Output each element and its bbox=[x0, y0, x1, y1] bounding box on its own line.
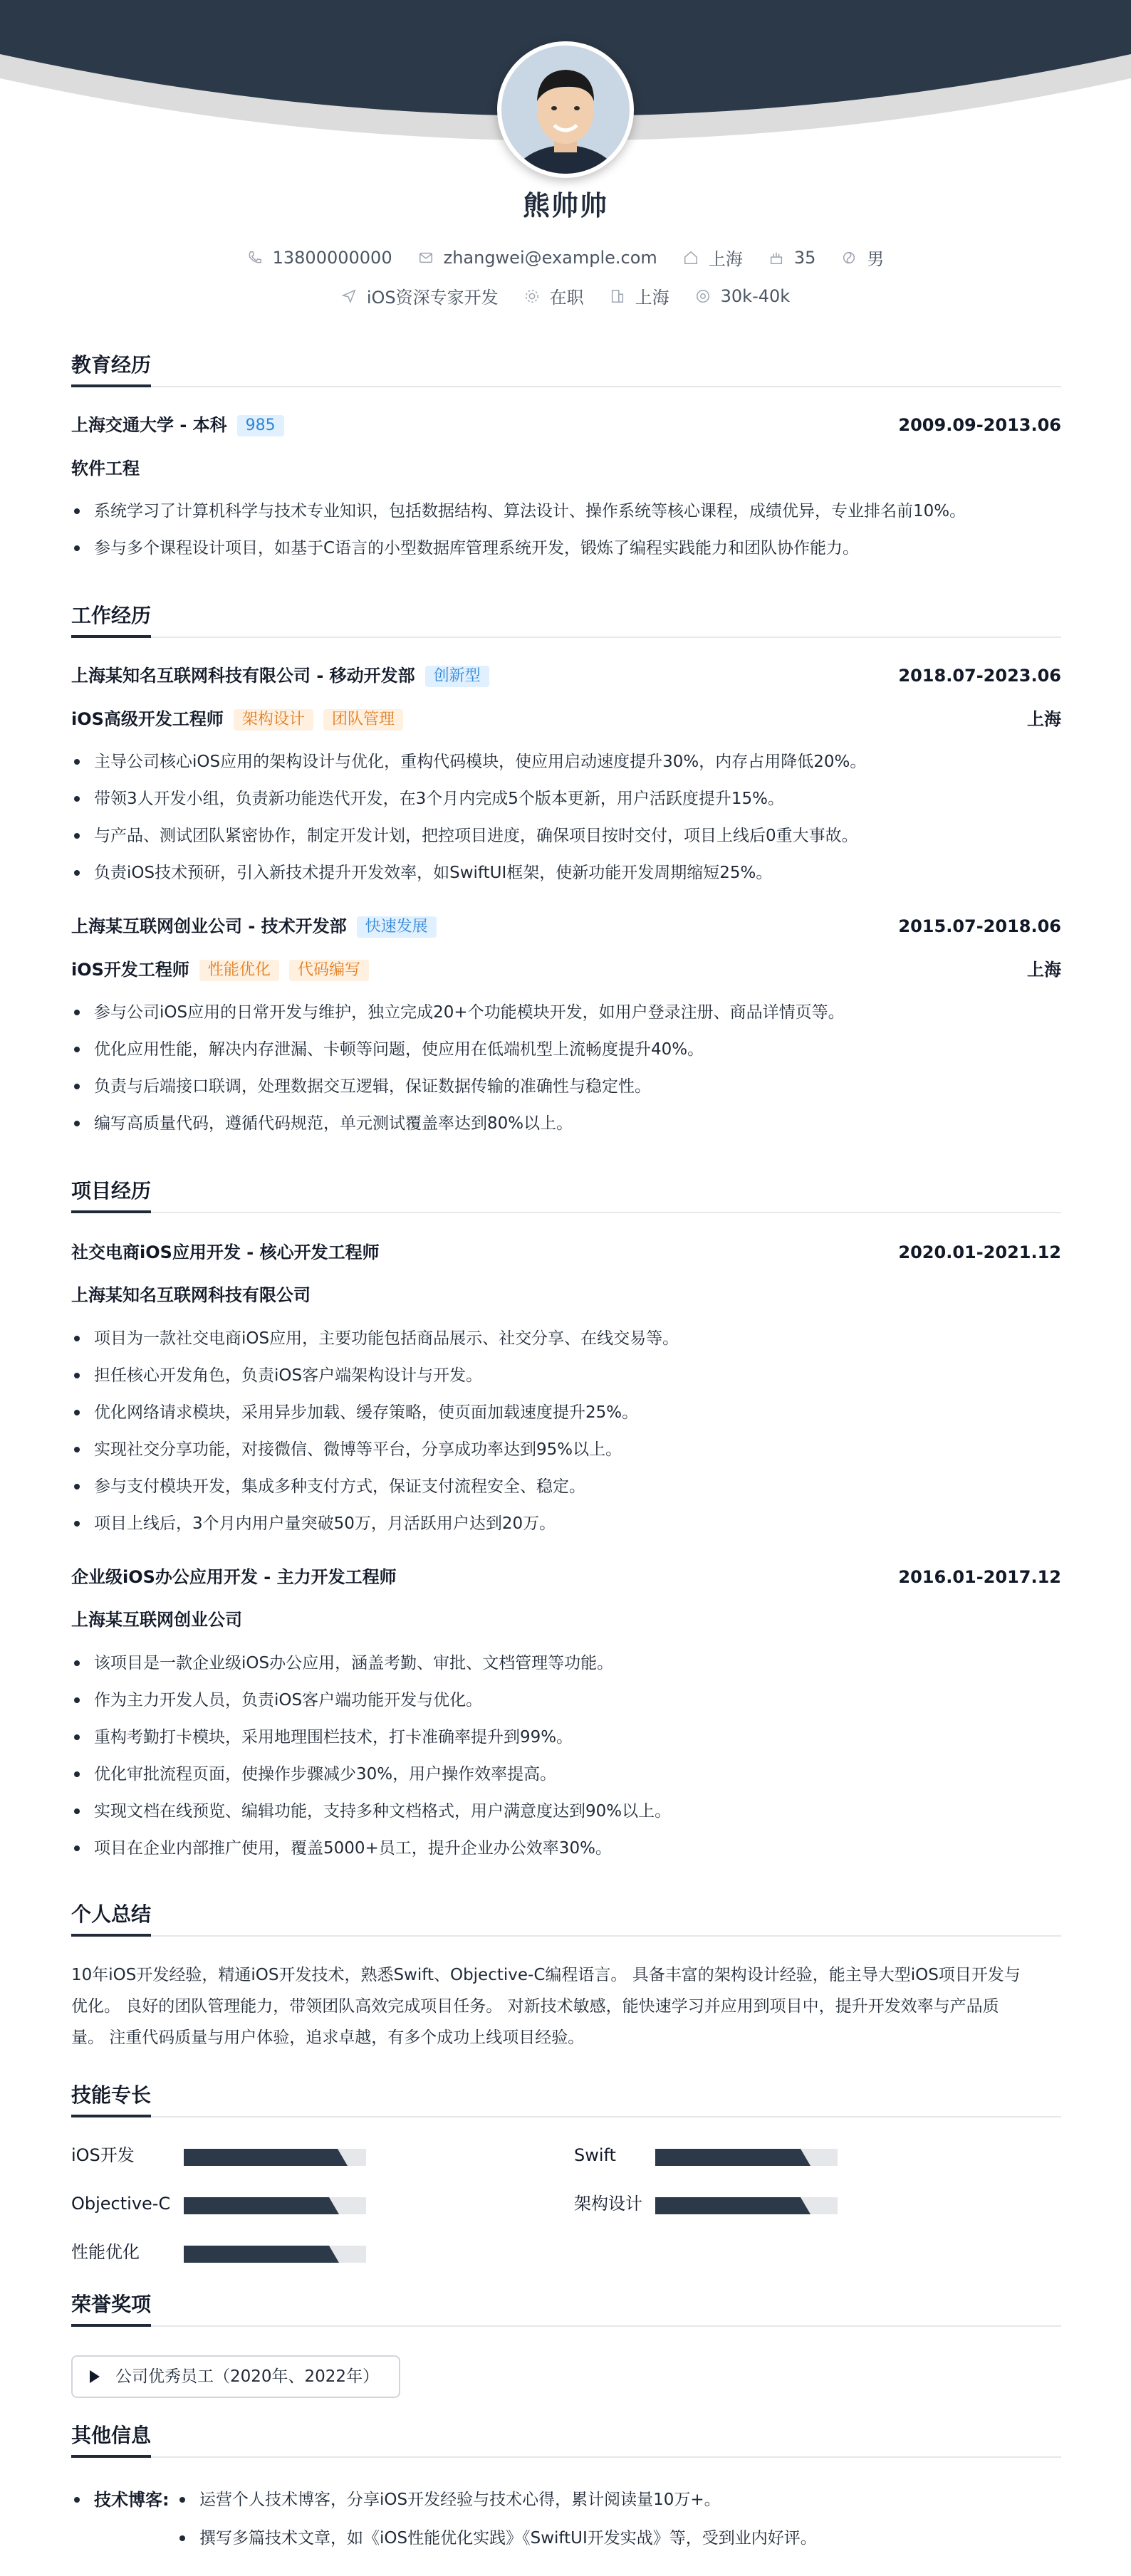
skill-name: 性能优化 bbox=[71, 2242, 140, 2262]
list-item: 运营个人技术博客，分享iOS开发经验与技术心得，累计阅读量10万+。 bbox=[177, 2488, 1031, 2512]
list-item: 项目在企业内部推广使用，覆盖5000+员工，提升企业办公效率30%。 bbox=[71, 1837, 1061, 1860]
section-title: 其他信息 bbox=[71, 2424, 151, 2458]
section-education bbox=[71, 353, 1061, 387]
list-item: 与产品、测试团队紧密协作，制定开发计划，把控项目进度，确保项目按时交付，项目上线后0重大事故。 bbox=[71, 824, 1061, 847]
project-company: 上海某互联网创业公司 bbox=[71, 1610, 242, 1630]
project-period: 2016.01-2017.12 bbox=[898, 1567, 1061, 1587]
section-title: 项目经历 bbox=[71, 1179, 151, 1213]
list-item: 实现文档在线预览、编辑功能，支持多种文档格式，用户满意度达到90%以上。 bbox=[71, 1800, 1061, 1823]
list-item: 担任核心开发角色，负责iOS客户端架构设计与开发。 bbox=[71, 1364, 1061, 1387]
skill-item bbox=[71, 2240, 499, 2264]
list-item: 撰写多篇技术文章，如《iOS性能优化实践》《SwiftUI开发实战》等，受到业内好评。 bbox=[177, 2526, 1031, 2550]
section-summary bbox=[71, 1902, 1061, 1937]
skill-name: Objective-C bbox=[71, 2194, 171, 2214]
list-item: 重构考勤打卡模块，采用地理围栏技术，打卡准确率提升到99%。 bbox=[71, 1726, 1061, 1749]
position-text: iOS资深专家开发 bbox=[366, 288, 499, 308]
status-text: 在职 bbox=[549, 288, 584, 308]
summary-text bbox=[71, 1959, 1061, 2053]
skill-bar-fill bbox=[184, 2197, 329, 2214]
edu-header bbox=[71, 413, 1061, 437]
city-text: 上海 bbox=[708, 249, 743, 269]
role-tag: 性能优化 bbox=[199, 960, 279, 981]
project-period: 2020.01-2021.12 bbox=[898, 1242, 1061, 1262]
section-title: 个人总结 bbox=[71, 1902, 151, 1937]
list-item: 优化审批流程页面，使操作步骤减少30%，用户操作效率提高。 bbox=[71, 1763, 1061, 1786]
skill-name: Swift bbox=[574, 2145, 616, 2165]
role-tag: 架构设计 bbox=[234, 709, 313, 731]
skill-bar bbox=[655, 2149, 838, 2166]
list-item: 项目为一款社交电商iOS应用，主要功能包括商品展示、社交分享、在线交易等。 bbox=[71, 1327, 1061, 1350]
project-header bbox=[71, 1240, 1061, 1265]
job-header bbox=[71, 914, 1061, 938]
list-item: 实现社交分享功能，对接微信、微博等平台，分享成功率达到95%以上。 bbox=[71, 1438, 1061, 1461]
skill-name: iOS开发 bbox=[71, 2145, 135, 2165]
role-tag: 代码编写 bbox=[289, 960, 369, 981]
list-item: 负责iOS技术预研，引入新技术提升开发效率，如SwiftUI框架，使新功能开发周期缩短25%。 bbox=[71, 862, 1061, 884]
award-item[interactable]: 公司优秀员工（2020年、2022年） bbox=[71, 2355, 400, 2398]
skill-bar bbox=[184, 2246, 366, 2263]
project-company: 上海某知名互联网科技有限公司 bbox=[71, 1285, 311, 1305]
summary-line: 量。 注重代码质量与用户体验，追求卓越，有多个成功上线项目经验。 bbox=[71, 2028, 585, 2047]
project-name: 企业级iOS办公应用开发 - 主力开发工程师 bbox=[71, 1567, 397, 1587]
list-item: 编写高质量代码，遵循代码规范，单元测试覆盖率达到80%以上。 bbox=[71, 1112, 1061, 1135]
section-title: 教育经历 bbox=[71, 353, 151, 387]
resume-body bbox=[71, 0, 1061, 2576]
skill-item bbox=[71, 2143, 499, 2167]
section-title: 技能专长 bbox=[71, 2083, 151, 2117]
job-company: 上海某知名互联网科技有限公司 - 移动开发部 bbox=[71, 666, 415, 686]
skill-bar-fill bbox=[655, 2149, 801, 2166]
work-city-text: 上海 bbox=[635, 288, 669, 308]
age-text: 35 bbox=[793, 247, 816, 268]
company-tag: 创新型 bbox=[425, 666, 489, 687]
salary-text: 30k-40k bbox=[720, 286, 791, 306]
section-honors bbox=[71, 2293, 1061, 2327]
skill-name: 架构设计 bbox=[574, 2194, 642, 2214]
skill-bar-edge bbox=[329, 2246, 339, 2263]
company-tag: 快速发展 bbox=[357, 916, 437, 938]
skill-bar-edge bbox=[801, 2197, 811, 2214]
list-item: 主导公司核心iOS应用的架构设计与优化，重构代码模块，使应用启动速度提升30%，内存占用降低20%。 bbox=[71, 750, 1061, 773]
role-tag: 团队管理 bbox=[323, 709, 403, 731]
list-item: 该项目是一款企业级iOS办公应用，涵盖考勤、审批、文档管理等功能。 bbox=[71, 1652, 1061, 1675]
skill-item bbox=[71, 2192, 499, 2216]
section-projects bbox=[71, 1179, 1061, 1213]
section-title: 荣誉奖项 bbox=[71, 2293, 151, 2327]
job-role-row bbox=[71, 707, 1061, 731]
email-text: zhangwei@example.com bbox=[443, 247, 657, 268]
skill-bar-fill bbox=[184, 2246, 329, 2263]
section-skills bbox=[71, 2083, 1061, 2117]
skill-bar bbox=[184, 2149, 366, 2166]
job-role: iOS高级开发工程师 bbox=[71, 709, 224, 729]
job-role: iOS开发工程师 bbox=[71, 960, 189, 980]
blog-label: 技术博客: bbox=[71, 2488, 170, 2512]
candidate-name: 熊帅帅 bbox=[522, 190, 608, 221]
phone-text: 13800000000 bbox=[272, 247, 392, 268]
job-period: 2015.07-2018.06 bbox=[898, 916, 1061, 936]
edu-school: 上海交通大学 - 本科 bbox=[71, 415, 227, 435]
list-item: 负责与后端接口联调，处理数据交互逻辑，保证数据传输的准确性与稳定性。 bbox=[71, 1075, 1061, 1098]
edu-period: 2009.09-2013.06 bbox=[898, 415, 1061, 435]
skill-bar-edge bbox=[338, 2149, 348, 2166]
section-title: 工作经历 bbox=[71, 604, 151, 638]
job-city: 上海 bbox=[1027, 709, 1061, 729]
edu-major: 软件工程 bbox=[71, 459, 140, 478]
skill-bar-edge bbox=[329, 2197, 339, 2214]
skill-item bbox=[574, 2192, 1001, 2216]
section-work bbox=[71, 604, 1061, 638]
list-item: 参与公司iOS应用的日常开发与维护，独立完成20+个功能模块开发，如用户登录注册、商品详情页等。 bbox=[71, 1001, 1061, 1024]
job-period: 2018.07-2023.06 bbox=[898, 666, 1061, 686]
skill-bar-edge bbox=[801, 2149, 811, 2166]
skill-bar bbox=[184, 2197, 366, 2214]
list-item: 优化网络请求模块，采用异步加载、缓存策略，使页面加载速度提升25%。 bbox=[71, 1401, 1061, 1424]
skill-bar-fill bbox=[655, 2197, 801, 2214]
summary-line: 优化。 良好的团队管理能力，带领团队高效完成项目任务。 对新技术敏感，能快速学习并应用到项目中，提升开发效率与产品质 bbox=[71, 1997, 999, 2016]
project-name: 社交电商iOS应用开发 - 核心开发工程师 bbox=[71, 1242, 380, 1262]
skill-bar bbox=[655, 2197, 838, 2214]
edu-tag: 985 bbox=[237, 415, 284, 436]
skill-bar-fill bbox=[184, 2149, 338, 2166]
list-item: 带领3人开发小组，负责新功能迭代开发，在3个月内完成5个版本更新，用户活跃度提升15%。 bbox=[71, 787, 1061, 810]
list-item: 参与多个课程设计项目，如基于C语言的小型数据库管理系统开发，锻炼了编程实践能力和团队协作能力。 bbox=[71, 537, 1061, 560]
section-other bbox=[71, 2424, 1061, 2458]
list-item: 项目上线后，3个月内用户量突破50万，月活跃用户达到20万。 bbox=[71, 1512, 1061, 1535]
list-item: 系统学习了计算机科学与技术专业知识，包括数据结构、算法设计、操作系统等核心课程，成绩优异，专业排名前10%。 bbox=[71, 500, 1061, 523]
list-item: 优化应用性能，解决内存泄漏、卡顿等问题，使应用在低端机型上流畅度提升40%。 bbox=[71, 1038, 1061, 1061]
job-city: 上海 bbox=[1027, 960, 1061, 980]
job-role-row bbox=[71, 958, 1061, 982]
list-item: 作为主力开发人员，负责iOS客户端功能开发与优化。 bbox=[71, 1689, 1061, 1712]
job-company: 上海某互联网创业公司 - 技术开发部 bbox=[71, 916, 347, 936]
gender-text: 男 bbox=[867, 249, 885, 269]
summary-line: 10年iOS开发经验，精通iOS开发技术，熟悉Swift、Objective-C编程语言。 具备丰富的架构设计经验，能主导大型iOS项目开发与 bbox=[71, 1966, 1021, 1984]
skill-item bbox=[574, 2143, 1001, 2167]
job-header bbox=[71, 664, 1061, 688]
project-header bbox=[71, 1565, 1061, 1589]
list-item: 参与支付模块开发，集成多种支付方式，保证支付流程安全、稳定。 bbox=[71, 1475, 1061, 1498]
